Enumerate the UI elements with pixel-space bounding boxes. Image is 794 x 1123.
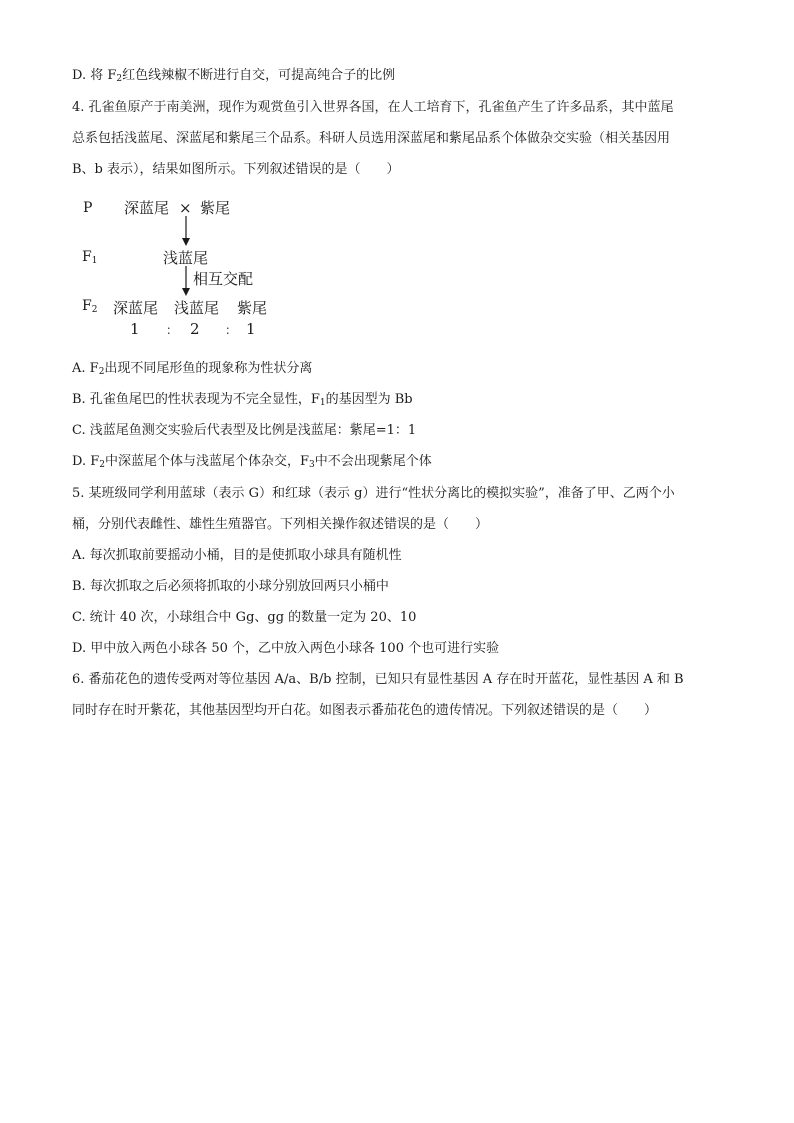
q4-option-c: C. 浅蓝尾鱼测交实验后代表型及比例是浅蓝尾：紫尾=1：1 bbox=[72, 423, 417, 438]
q4-stem-line2: 总系包括浅蓝尾、深蓝尾和紫尾三个品系。科研人员选用深蓝尾和紫尾品系个体做杂交实验（相关基因用 bbox=[72, 131, 671, 146]
q5-option-d: D. 甲中放入两色小球各 50 个，乙中放入两色小球各 100 个也可进行实验 bbox=[72, 641, 500, 656]
q6-stem-line2: 同时存在时开紫花，其他基因型均开白花。如图表示番茄花色的遗传情况。下列叙述错误的是（ ） bbox=[72, 703, 658, 718]
f1-phenotype: 浅蓝尾 bbox=[163, 249, 209, 267]
ratio-colon: ： bbox=[166, 323, 179, 337]
text: 的基因型为 Bb bbox=[325, 392, 413, 407]
arrow-down-icon bbox=[180, 216, 192, 248]
subscript: 1 bbox=[319, 398, 326, 408]
subscript: 2 bbox=[116, 74, 123, 84]
f2-phenotype-deep-blue: 深蓝尾 bbox=[113, 299, 159, 317]
text: 中不会出现紫尾个体 bbox=[314, 454, 432, 469]
p-generation-label: P bbox=[83, 200, 93, 216]
p-parent-purple: 紫尾 bbox=[200, 199, 231, 217]
f2-phenotype-purple: 紫尾 bbox=[237, 299, 268, 317]
f2-generation-label bbox=[82, 297, 97, 319]
q4-option-d bbox=[72, 453, 432, 474]
text: F bbox=[82, 298, 92, 314]
arrow-down-icon bbox=[180, 266, 192, 298]
q5-option-a: A. 每次抓取前要摇动小桶，目的是使抓取小球具有随机性 bbox=[72, 548, 402, 563]
subscript: 3 bbox=[309, 460, 315, 470]
text: A. F bbox=[72, 361, 99, 376]
q4-option-a bbox=[72, 360, 312, 381]
text: 中深蓝尾个体与浅蓝尾个体杂交，F bbox=[104, 454, 310, 469]
text: 出现不同尾形鱼的现象称为性状分离 bbox=[104, 361, 313, 376]
ratio-colon: ： bbox=[225, 323, 238, 337]
f1-generation-label bbox=[82, 248, 97, 270]
q3-option-d bbox=[72, 67, 395, 88]
f2-phenotype-light-blue: 浅蓝尾 bbox=[174, 299, 220, 317]
mating-label: 相互交配 bbox=[193, 270, 254, 288]
q6-stem-line1: 6. 番茄花色的遗传受两对等位基因 A/a、B/b 控制，已知只有显性基因 A 存在时开蓝花，显性基因 A 和 B bbox=[72, 672, 684, 687]
text: B. 孔雀鱼尾巴的性状表现为不完全显性，F bbox=[72, 392, 320, 407]
text: D. F bbox=[72, 454, 100, 469]
subscript: 1 bbox=[91, 256, 98, 266]
ratio-value: 2 bbox=[190, 320, 200, 338]
ratio-value: 1 bbox=[246, 320, 256, 338]
text: 红色线辣椒不断进行自交，可提高纯合子的比例 bbox=[122, 68, 396, 83]
ratio-value: 1 bbox=[130, 320, 140, 338]
text: F bbox=[82, 249, 92, 265]
q5-stem-line1: 5. 某班级同学利用蓝球（表示 G）和红球（表示 g）进行“性状分离比的模拟实验”，准备了甲、乙两个小 bbox=[72, 486, 675, 501]
q4-stem-line1: 4. 孔雀鱼原产于南美洲，现作为观赏鱼引入世界各国，在人工培育下，孔雀鱼产生了许多品系，其中蓝尾 bbox=[72, 100, 674, 115]
p-parent-deep-blue: 深蓝尾 bbox=[124, 199, 170, 217]
q4-stem-line3: B、b 表示），结果如图所示。下列叙述错误的是（ ） bbox=[72, 162, 400, 177]
subscript: 2 bbox=[91, 305, 98, 315]
subscript: 2 bbox=[98, 367, 105, 377]
text: D. 将 F bbox=[72, 68, 117, 83]
q5-option-b: B. 每次抓取之后必须将抓取的小球分别放回两只小桶中 bbox=[72, 579, 389, 594]
q5-stem-line2: 桶，分别代表雌性、雄性生殖器官。下列相关操作叙述错误的是（ ） bbox=[72, 517, 489, 532]
cross-symbol: × bbox=[179, 199, 192, 217]
q5-option-c: C. 统计 40 次，小球组合中 Gg、gg 的数量一定为 20、10 bbox=[72, 610, 417, 625]
q4-option-b bbox=[72, 391, 413, 412]
subscript: 2 bbox=[99, 460, 105, 470]
